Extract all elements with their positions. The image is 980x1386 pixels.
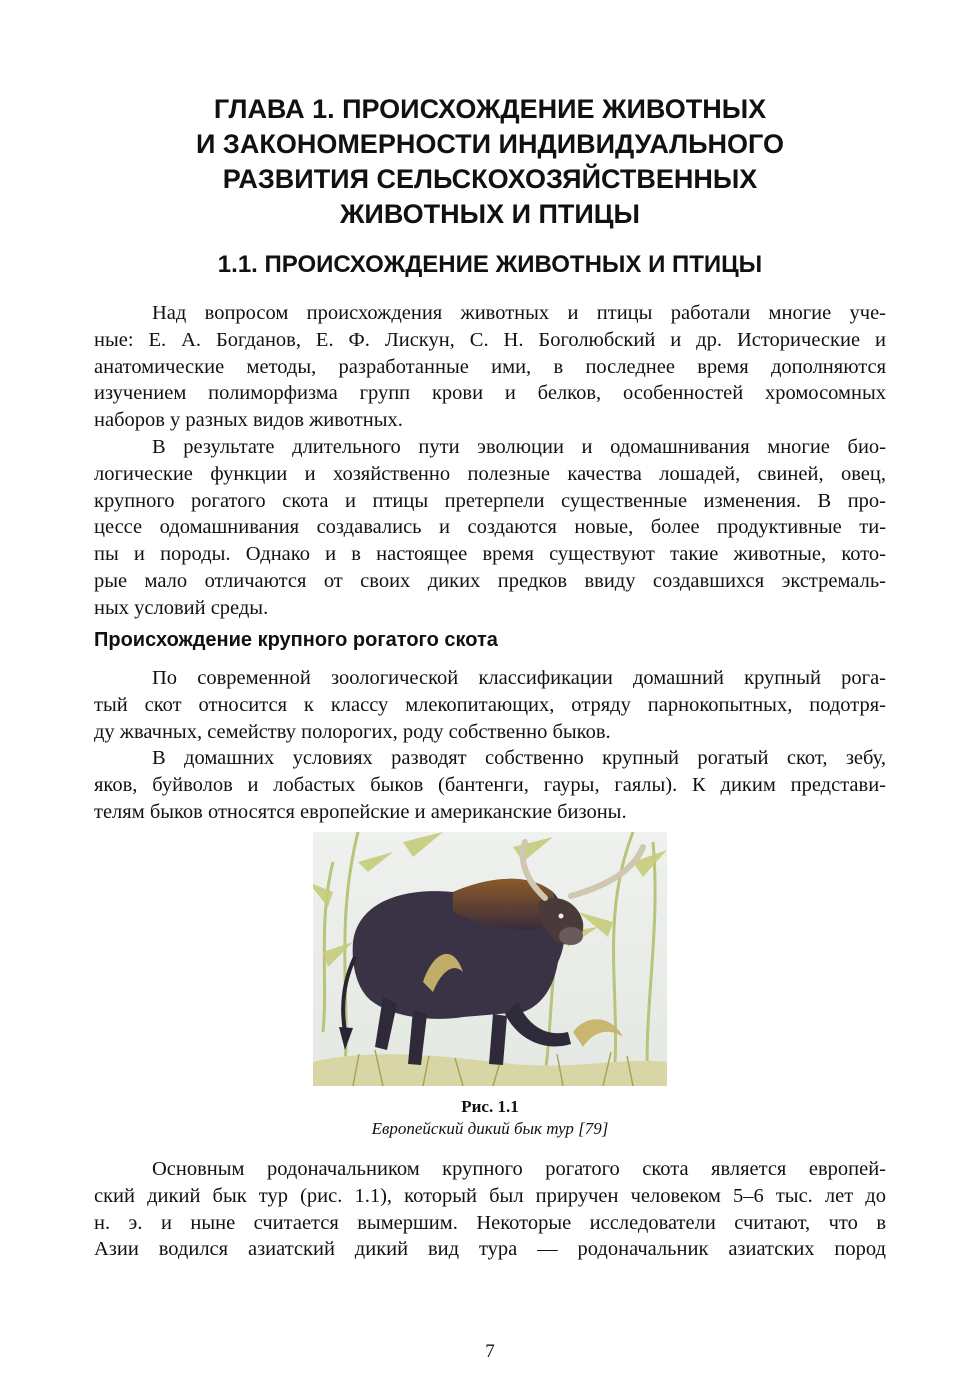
text-line: В домашних условиях разводят собственно крупный рогатый скот, зебу, — [152, 747, 886, 769]
chapter-title-line: ГЛАВА 1. ПРОИСХОЖДЕНИЕ ЖИВОТНЫХ — [213, 94, 767, 124]
text-line: логические функции и хозяйственно полезные качества лошадей, свиней, овец, — [94, 462, 886, 485]
text-line: н. э. и ныне считается вымершим. Некоторые исследователи считают, что в — [94, 1211, 886, 1234]
text-line: тый скот относится к классу млекопитающих, отряду парнокопытных, подотря- — [94, 693, 886, 716]
chapter-title — [94, 92, 886, 232]
text-line: анатомические методы, разработанные ими, в последнее время дополняются — [94, 355, 886, 378]
chapter-title-line: И ЗАКОНОМЕРНОСТИ ИНДИВИДУАЛЬНОГО — [196, 129, 784, 159]
text-line: изучением полиморфизма групп крови и белков, особенностей хромосомных — [94, 382, 886, 405]
text-line: цессе одомашнивания создавались и создаются новые, более продуктивные ти- — [94, 516, 886, 539]
page-number: 7 — [485, 1341, 495, 1362]
text-line: яков, буйволов и лобастых быков (бантенги, гауры, гаялы). К диким представи- — [94, 773, 886, 796]
text-line: пы и породы. Однако и в настоящее время существуют такие животные, кото- — [94, 543, 886, 566]
paragraph-2 — [94, 434, 886, 622]
chapter-title-line: ЖИВОТНЫХ И ПТИЦЫ — [340, 199, 640, 229]
text-line: телям быков относятся европейские и американские бизоны. — [94, 800, 627, 823]
text-line: наборов у разных видов животных. — [94, 409, 403, 432]
section-title: 1.1. ПРОИСХОЖДЕНИЕ ЖИВОТНЫХ И ПТИЦЫ — [217, 251, 763, 278]
text-line: ский дикий бык тур (рис. 1.1), который был приручен человеком 5–6 тыс. лет до — [94, 1184, 886, 1207]
text-line: ные: Е. А. Богданов, Е. Ф. Лискун, С. Н. Боголюбский и др. Исторические и — [94, 328, 886, 351]
figure-caption: Европейский дикий бык тур [79] — [371, 1119, 609, 1138]
text-line: рые мало отличаются от своих диких предков ввиду создавшихся экстремаль- — [94, 569, 886, 592]
text-line: Основным родоначальником крупного рогатого скота является европей- — [152, 1158, 886, 1180]
paragraph-4 — [94, 745, 886, 825]
text-line: По современной зоологической классификации домашний крупный рога- — [152, 667, 886, 689]
text-line: крупного рогатого скота и птицы претерпели существенные изменения. В про- — [94, 489, 886, 512]
text-line: Азии водился азиатский дикий вид тура — родоначальник азиатских пород — [94, 1238, 886, 1261]
text-line: ных условий среды. — [94, 596, 269, 619]
paragraph-1 — [94, 300, 886, 434]
text-line: В результате длительного пути эволюции и одомашнивания многие био- — [152, 436, 886, 458]
aurochs-illustration — [313, 832, 667, 1086]
subheading: Происхождение крупного рогатого скота — [94, 629, 498, 651]
chapter-title-line: РАЗВИТИЯ СЕЛЬСКОХОЗЯЙСТВЕННЫХ — [222, 164, 758, 194]
text-line: ду жвачных, семейству полорогих, роду собственно быков. — [94, 720, 611, 743]
text-line: Над вопросом происхождения животных и птицы работали многие уче- — [152, 302, 886, 324]
figure-label: Рис. 1.1 — [461, 1097, 519, 1116]
paragraph-5 — [94, 1156, 886, 1263]
paragraph-3 — [94, 665, 886, 745]
